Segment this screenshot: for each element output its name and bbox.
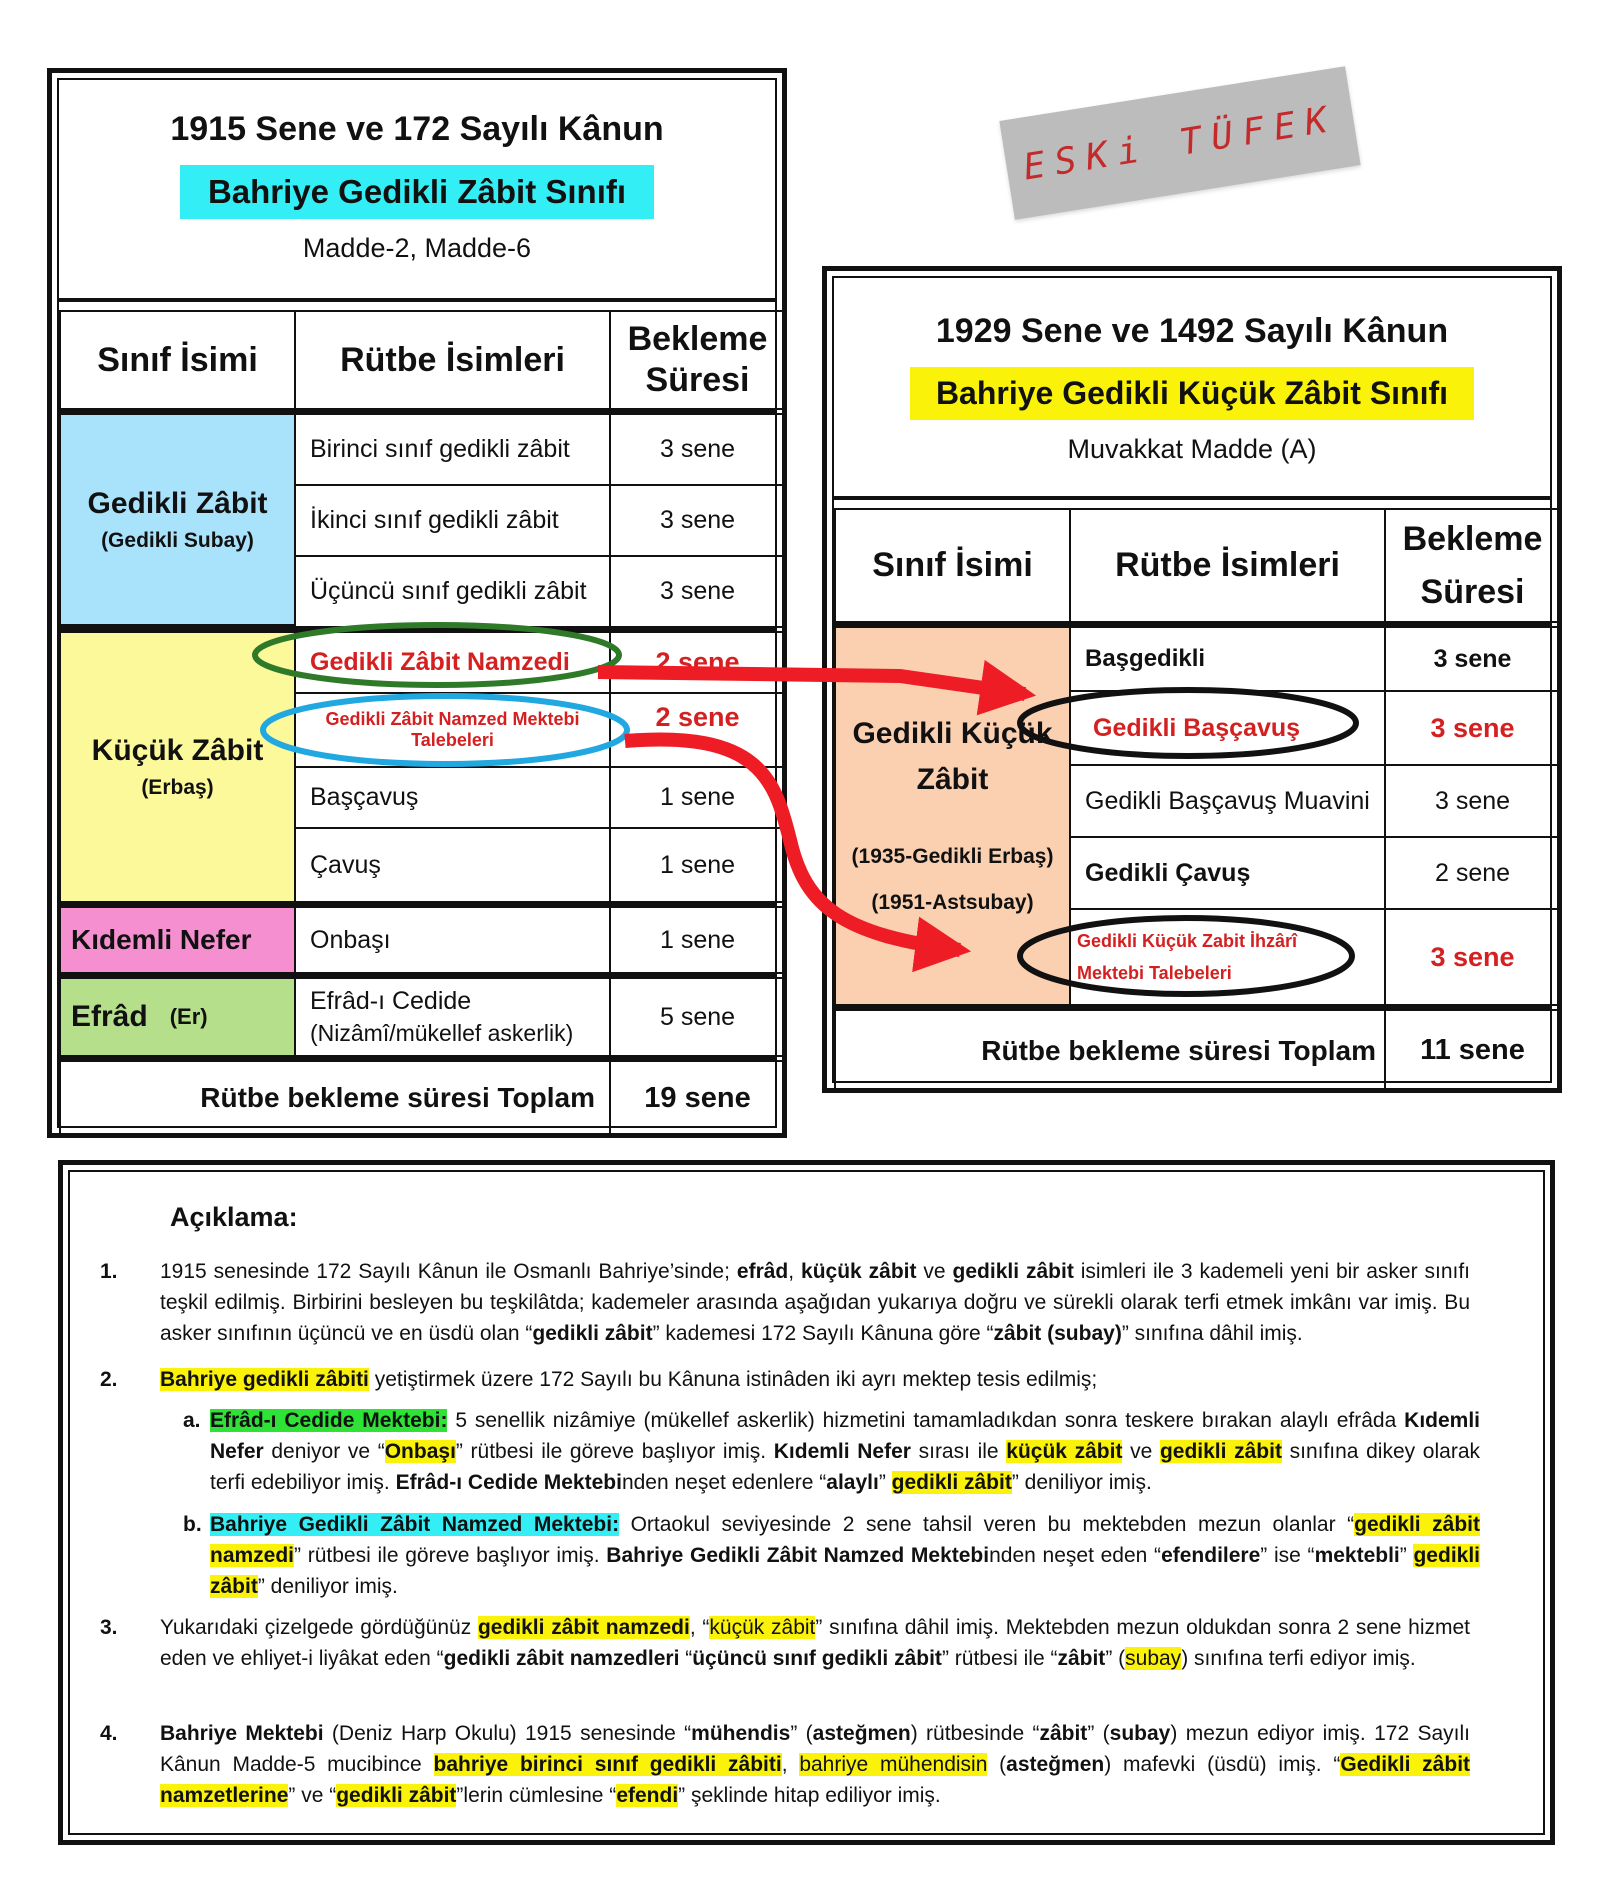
law-1929-title: 1929 Sene ve 1492 Sayılı Kânun bbox=[935, 312, 1449, 350]
text: gedikli zâbit bbox=[1159, 1440, 1282, 1463]
explanation-item-3 bbox=[100, 1612, 1470, 1674]
law-1929-table-inner bbox=[832, 276, 1552, 1083]
header-wait-time bbox=[1384, 508, 1561, 623]
law-1929-table bbox=[822, 266, 1562, 1093]
text: (Deniz Harp Okulu) 1915 senesinde “ bbox=[323, 1722, 692, 1745]
wait-row: 5 sene bbox=[609, 977, 786, 1057]
text: Bahriye Gedikli Zâbit Namzed Mektebi bbox=[606, 1544, 990, 1567]
text: ” deniliyor imiş. bbox=[257, 1575, 398, 1598]
group-efrad-sub: (Er) bbox=[169, 1004, 208, 1029]
text: Onbaşı bbox=[384, 1440, 456, 1463]
group-efrad-name: Efrâd bbox=[71, 1000, 148, 1033]
text: “ bbox=[679, 1647, 693, 1670]
text: üçüncü sınıf gedikli zâbit bbox=[692, 1647, 942, 1670]
rank-row-highlight: Gedikli Başçavuş bbox=[1069, 690, 1386, 766]
rank-row-highlight bbox=[1069, 908, 1386, 1006]
rank-line: Gedikli Küçük Zabit İhzârî bbox=[1077, 931, 1298, 951]
wait-row: 1 sene bbox=[609, 827, 786, 903]
text: deniyor ve “ bbox=[263, 1440, 385, 1463]
text: küçük zâbit bbox=[709, 1616, 816, 1639]
rank-row: İkinci sınıf gedikli zâbit bbox=[294, 484, 611, 557]
total-value: 19 sene bbox=[609, 1060, 786, 1136]
text: sınıfına dikey olarak terfi edebiliyor imiş. bbox=[210, 1440, 1481, 1494]
text: alaylı bbox=[826, 1471, 879, 1494]
law-1915-subtitle: Bahriye Gedikli Zâbit Sınıfı bbox=[180, 165, 654, 219]
text: sırası ile bbox=[910, 1440, 1007, 1463]
item-letter: b. bbox=[183, 1513, 202, 1536]
rank-line: Efrâd-ı Cedide bbox=[310, 987, 472, 1015]
text: gedikli zâbit namzedi bbox=[210, 1513, 1481, 1567]
text: küçük zâbit bbox=[801, 1260, 917, 1283]
item-letter: a. bbox=[183, 1409, 201, 1432]
text: ” şeklinde hitap ediliyor imiş. bbox=[678, 1784, 941, 1807]
text: ve bbox=[1122, 1440, 1160, 1463]
text: gedikli zâbit bbox=[210, 1544, 1481, 1598]
wait-row-highlight: 2 sene bbox=[609, 631, 786, 694]
text: zâbit bbox=[1039, 1722, 1088, 1745]
header-wait-line2: Süresi bbox=[1420, 572, 1525, 611]
rank-row-highlight: Gedikli Zâbit Namzedi bbox=[294, 631, 611, 694]
law-1929-subtitle: Bahriye Gedikli Küçük Zâbit Sınıfı bbox=[910, 367, 1474, 420]
text: ” ( bbox=[1087, 1722, 1110, 1745]
item-number: 2. bbox=[100, 1368, 118, 1391]
text: efrâd bbox=[736, 1260, 789, 1283]
explanation-box bbox=[58, 1160, 1555, 1845]
text: ” ise “ bbox=[1260, 1544, 1315, 1567]
item-number: 4. bbox=[100, 1722, 118, 1745]
rank-row: Başgedikli bbox=[1069, 626, 1386, 692]
text: ) mezun ediyor imiş. 172 Sayılı Kânun Madde-5 mucibince bbox=[160, 1722, 1471, 1776]
wait-row: 3 sene bbox=[609, 413, 786, 486]
stamp-text: ESKi TÜFEK bbox=[1020, 97, 1340, 189]
text: Ortaokul seviyesinde 2 sene tahsil veren bu mektebden mezun olanlar “ bbox=[619, 1513, 1355, 1536]
text: ( bbox=[987, 1753, 1007, 1776]
text: gedikli zâbit bbox=[336, 1784, 457, 1807]
text: ) mafevki (üsdü) imiş. “ bbox=[1104, 1753, 1341, 1776]
group-kucuk-zabit bbox=[59, 631, 296, 903]
rank-row-highlight bbox=[294, 692, 611, 768]
wait-row: 3 sene bbox=[609, 555, 786, 628]
law-1915-articles: Madde-2, Madde-6 bbox=[302, 233, 532, 263]
law-1915-title-box bbox=[59, 80, 775, 302]
text: bahriye mühendisin bbox=[799, 1753, 988, 1776]
wait-row: 1 sene bbox=[609, 906, 786, 974]
text: ”lerin cümlesine “ bbox=[456, 1784, 617, 1807]
text: ” bbox=[878, 1471, 892, 1494]
rank-line: Gedikli Zâbit Namzed Mektebi bbox=[325, 709, 580, 729]
rank-row: Gedikli Başçavuş Muavini bbox=[1069, 764, 1386, 838]
header-rank-names: Rütbe İsimleri bbox=[1069, 508, 1386, 623]
law-1915-table-inner bbox=[57, 78, 777, 1128]
text: zâbit (subay) bbox=[993, 1322, 1122, 1345]
header-class-name: Sınıf İsimi bbox=[834, 508, 1071, 623]
text: nden neşet eden “ bbox=[989, 1544, 1162, 1567]
text: asteğmen bbox=[1006, 1753, 1105, 1776]
total-label: Rütbe bekleme süresi Toplam bbox=[834, 1009, 1386, 1092]
group-name-line: Gedikli Küçük bbox=[852, 717, 1053, 750]
rank-row: Birinci sınıf gedikli zâbit bbox=[294, 413, 611, 486]
group-gedikli-zabit bbox=[59, 413, 296, 626]
text: ” rütbesi ile “ bbox=[941, 1647, 1058, 1670]
group-gedikli-zabit-name: Gedikli Zâbit bbox=[87, 486, 268, 520]
text: subay bbox=[1109, 1722, 1171, 1745]
text: Bahriye gedikli zâbiti bbox=[160, 1368, 369, 1391]
wait-row-highlight: 3 sene bbox=[1384, 908, 1561, 1006]
text: mektebli bbox=[1314, 1544, 1400, 1567]
text: ” ( bbox=[790, 1722, 813, 1745]
text: yetiştirmek üzere 172 Sayılı bu Kânuna istinâden iki ayrı mektep tesis edilmiş; bbox=[368, 1368, 1098, 1391]
text: Efrâd-ı Cedide Mektebi bbox=[395, 1471, 622, 1494]
explanation-item-2b bbox=[183, 1509, 1481, 1602]
explanation-title: Açıklama: bbox=[170, 1202, 298, 1232]
text: 1915 senesinde 172 Sayılı Kânun ile Osmanlı Bahriye’sinde; bbox=[160, 1260, 737, 1283]
rank-row: Onbaşı bbox=[294, 906, 611, 974]
text: bahriye birinci sınıf gedikli zâbiti bbox=[433, 1753, 782, 1776]
text: ” ve “ bbox=[288, 1784, 337, 1807]
text: ” sınıfına dâhil imiş. Mektebden mezun oldukdan sonra 2 sene hizmet eden ve ehliyet-i liyâkat eden “ bbox=[160, 1616, 1470, 1670]
wait-row: 1 sene bbox=[609, 766, 786, 829]
text: , bbox=[781, 1753, 800, 1776]
rank-line: Talebeleri bbox=[411, 730, 494, 750]
text: Yukarıdaki çizelgede gördüğünüz bbox=[160, 1616, 478, 1639]
law-1929-title-box bbox=[834, 278, 1550, 500]
group-kucuk-zabit-sub: (Erbaş) bbox=[141, 776, 214, 799]
explanation-inner bbox=[68, 1170, 1545, 1835]
text: efendilere bbox=[1161, 1544, 1261, 1567]
rank-row bbox=[294, 977, 611, 1057]
item-number: 1. bbox=[100, 1260, 118, 1283]
text: gedikli zâbit namzedleri bbox=[443, 1647, 680, 1670]
group-efrad bbox=[59, 977, 296, 1057]
text: ” rütbesi ile göreve başlıyor imiş. bbox=[455, 1440, 774, 1463]
text: subay bbox=[1125, 1647, 1182, 1670]
text: , bbox=[788, 1260, 802, 1283]
rank-row: Başçavuş bbox=[294, 766, 611, 829]
wait-row: 2 sene bbox=[1384, 836, 1561, 910]
group-name-line: Zâbit bbox=[916, 763, 989, 796]
explanation-item-2 bbox=[100, 1364, 1470, 1395]
text: isimleri ile 3 kademeli yeni bir asker sınıfı teşkil edilmiş. Birbirini besleyen bu teşkilâtda; kademeler arasında aşağıdan yukarıya doğru ve sürekli olarak terfi etmek imkânı var imiş. Bu asker sınıfının üçüncü ve en üsdü olan “ bbox=[160, 1260, 1471, 1345]
text: Kıdemli Nefer bbox=[773, 1440, 911, 1463]
header-wait-time bbox=[609, 310, 786, 410]
text: efendi bbox=[616, 1784, 679, 1807]
text: Gedikli zâbit namzetlerine bbox=[160, 1753, 1471, 1807]
header-class-name: Sınıf İsimi bbox=[59, 310, 296, 410]
text: asteğmen bbox=[812, 1722, 911, 1745]
text: Efrâd-ı Cedide Mektebi: bbox=[210, 1409, 448, 1432]
text: 5 senellik nizâmiye (mükellef askerlik) hizmetini tamamladıkdan sonra teskere bırakan alaylı efrâda bbox=[447, 1409, 1405, 1432]
header-rank-names: Rütbe İsimleri bbox=[294, 310, 611, 410]
text: zâbit bbox=[1057, 1647, 1106, 1670]
rank-line: (Nizâmî/mükellef askerlik) bbox=[310, 1020, 574, 1046]
text: Bahriye Gedikli Zâbit Namzed Mektebi: bbox=[210, 1513, 620, 1536]
eski-tufek-stamp bbox=[999, 66, 1360, 220]
law-1915-table bbox=[47, 68, 787, 1138]
total-value: 11 sene bbox=[1384, 1009, 1561, 1092]
rank-row: Gedikli Çavuş bbox=[1069, 836, 1386, 910]
rank-row: Üçüncü sınıf gedikli zâbit bbox=[294, 555, 611, 628]
text: gedikli zâbit bbox=[891, 1471, 1012, 1494]
rank-row: Çavuş bbox=[294, 827, 611, 903]
rank-line: Mektebi Talebeleri bbox=[1077, 963, 1232, 983]
text: ) rütbesinde “ bbox=[910, 1722, 1040, 1745]
wait-row: 3 sene bbox=[1384, 626, 1561, 692]
text: ” deniliyor imiş. bbox=[1011, 1471, 1152, 1494]
group-note: (1951-Astsubay) bbox=[871, 891, 1034, 914]
wait-row-highlight: 3 sene bbox=[1384, 690, 1561, 766]
group-note: (1935-Gedikli Erbaş) bbox=[851, 845, 1054, 868]
text: ve bbox=[916, 1260, 953, 1283]
text: ” ( bbox=[1105, 1647, 1126, 1670]
text: gedikli zâbit bbox=[952, 1260, 1074, 1283]
header-wait-line1: Bekleme bbox=[1402, 519, 1543, 558]
explanation-item-1 bbox=[100, 1256, 1471, 1349]
text: gedikli zâbit namzedi bbox=[477, 1616, 690, 1639]
group-gedikli-zabit-sub: (Gedikli Subay) bbox=[101, 528, 254, 552]
wait-row-highlight: 2 sene bbox=[609, 692, 786, 768]
text: Bahriye Mektebi bbox=[160, 1722, 324, 1745]
text: gedikli zâbit bbox=[532, 1322, 653, 1345]
total-label: Rütbe bekleme süresi Toplam bbox=[59, 1060, 611, 1136]
group-kucuk-zabit-name: Küçük Zâbit bbox=[91, 734, 264, 767]
text: küçük zâbit bbox=[1006, 1440, 1123, 1463]
text: ” rütbesi ile göreve başlıyor imiş. bbox=[294, 1544, 607, 1567]
text: nden neşet edenlere “ bbox=[621, 1471, 827, 1494]
text: ) sınıfına terfi ediyor imiş. bbox=[1181, 1647, 1416, 1670]
text: Kıdemli Nefer bbox=[210, 1409, 1481, 1463]
explanation-item-2a bbox=[183, 1405, 1481, 1498]
wait-row: 3 sene bbox=[1384, 764, 1561, 838]
text: , “ bbox=[689, 1616, 710, 1639]
item-number: 3. bbox=[100, 1616, 118, 1639]
text: ” kademesi 172 Sayılı Kânuna göre “ bbox=[652, 1322, 994, 1345]
header-wait-line1: Bekleme bbox=[627, 320, 768, 359]
text: ” sınıfına dâhil imiş. bbox=[1121, 1322, 1303, 1345]
group-gedikli-kucuk-zabit bbox=[834, 626, 1071, 1006]
law-1915-title: 1915 Sene ve 172 Sayılı Kânun bbox=[170, 110, 664, 148]
wait-row: 3 sene bbox=[609, 484, 786, 557]
text: mühendis bbox=[691, 1722, 791, 1745]
law-1929-articles: Muvakkat Madde (A) bbox=[1067, 434, 1317, 464]
header-wait-line2: Süresi bbox=[645, 361, 750, 399]
group-kidemli-nefer: Kıdemli Nefer bbox=[59, 906, 296, 974]
text: ” bbox=[1399, 1544, 1414, 1567]
explanation-item-4 bbox=[100, 1718, 1471, 1811]
